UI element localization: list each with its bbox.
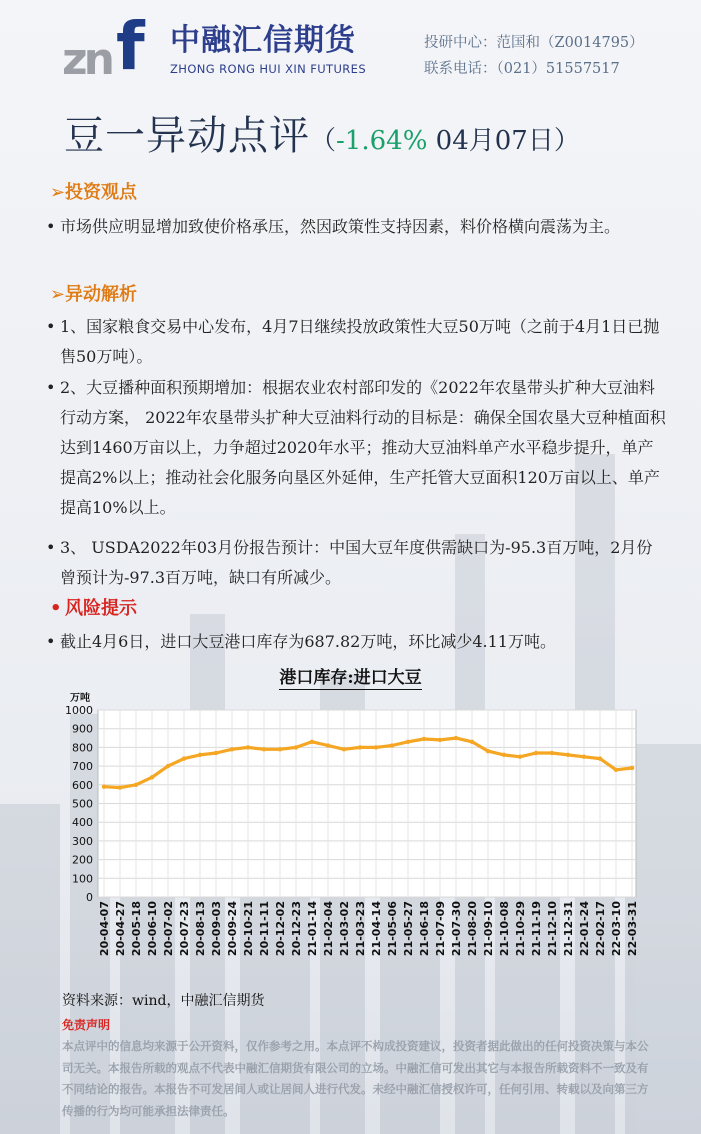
x-tick-label: 20-04-07 [98,901,111,957]
x-tick-label: 21-04-14 [370,901,383,957]
y-tick-label: 800 [72,741,93,755]
y-tick-label: 700 [72,760,93,774]
y-tick-label: 600 [72,778,93,792]
x-tick-label: 21-05-27 [402,901,415,957]
data-point [390,743,394,747]
disclaimer-title: 免责声明 [62,1018,111,1032]
data-point [230,747,234,751]
x-tick-label: 20-11-11 [258,901,271,957]
logo-english-name: ZHONG RONG HUI XIN FUTURES [170,62,367,76]
data-point [182,756,186,760]
data-point [326,743,330,747]
arrow-icon: ➢ [50,284,66,305]
list-item [46,312,666,372]
arrow-icon: ➢ [50,182,66,203]
y-tick-label: 300 [72,834,93,848]
data-point [502,753,506,757]
data-point [566,753,570,757]
disclaimer-text: 本点评中的信息均来源于公开资料，仅作参考之用。本点评不构成投资建议，投资者据此做出的任何投资决策与本公司无关。本报告所载的观点不代表中融汇信期货有限公司的立场。中融汇信可发出其它与本报告所载资料不一致及有不同结论的报告。本报告不可发居间人或让居间人进行代发。未经中融汇信授权许可，任何引用、转载以及向第三方传播的行为均可能承担法律责任。 [62,1039,649,1118]
section-heading-view: ➢投资观点 [50,182,137,203]
list-item [46,373,666,523]
x-tick-label: 20-07-02 [162,901,175,957]
chart-title: 港口库存:进口大豆 [279,668,422,688]
data-point [598,756,602,760]
x-tick-label: 21-12-10 [546,901,559,957]
list-item [46,627,666,657]
bullet-icon: • [46,538,56,557]
logo-chinese-name: 中融汇信期货 [170,23,356,58]
analysis-1-text: 1、国家粮食交易中心发布，4月7日继续投放政策性大豆50万吨（之前于4月1日已抛售50万吨）。 [60,317,660,366]
title-paren-close: ） [553,126,580,156]
risk-text: 截止4月6日，进口大豆港口库存为687.82万吨，环比减少4.11万吨。 [60,632,556,651]
title-date: 04月07日 [427,126,554,156]
data-point [454,736,458,740]
y-tick-label: 200 [72,853,93,867]
x-tick-label: 21-03-23 [354,901,367,957]
page-title [64,113,580,159]
x-tick-label: 20-08-13 [194,901,207,957]
data-point [150,775,154,779]
data-point [118,785,122,789]
company-logo: zn f [62,8,145,85]
x-tick-label: 20-07-23 [178,901,191,957]
data-point [582,755,586,759]
bullet-icon: • [46,378,56,397]
data-point [470,740,474,744]
section-heading-risk: • 风险提示 [50,598,137,619]
x-tick-label: 21-09-10 [482,901,495,957]
price-change: -1.64% [336,126,428,156]
data-point [166,764,170,768]
x-tick-label: 21-10-29 [514,901,527,957]
y-tick-label: 1000 [65,704,93,717]
analysis-3-text: 3、 USDA2022年03月份报告预计：中国大豆年度供需缺口为-95.3百万吨，2月份曾预计为-97.3百万吨，缺口有所减少。 [60,538,653,587]
x-tick-label: 21-01-14 [306,901,319,957]
data-point [262,747,266,751]
data-point [358,745,362,749]
title-main: 豆一异动点评 [64,113,310,159]
x-tick-label: 20-09-03 [210,901,223,957]
y-axis-label: 万吨 [70,693,90,704]
data-point [614,768,618,772]
x-tick-label: 22-02-17 [594,901,607,957]
x-tick-label: 20-12-23 [290,901,303,957]
section-heading-analysis: ➢异动解析 [50,284,137,305]
inventory-line-chart [60,686,650,986]
data-point [134,783,138,787]
list-item [46,212,666,242]
data-point [422,737,426,741]
x-tick-label: 21-12-31 [562,901,575,957]
bullet-icon: • [46,317,56,336]
x-tick-label: 22-03-31 [626,901,639,957]
data-point [534,751,538,755]
data-point [374,745,378,749]
x-tick-label: 21-11-19 [530,901,543,957]
data-point [198,753,202,757]
data-point [102,784,106,788]
x-tick-label: 21-10-08 [498,901,511,957]
x-tick-label: 20-09-24 [226,901,239,957]
title-paren-open: （ [310,126,337,156]
header [0,0,701,100]
y-tick-label: 0 [86,891,93,904]
x-tick-label: 21-06-18 [418,901,431,957]
data-point [550,751,554,755]
data-point [278,747,282,751]
x-tick-label: 20-06-10 [146,901,159,957]
x-tick-label: 20-12-02 [274,901,287,957]
data-source: 资料来源：wind，中融汇信期货 [62,993,265,1009]
y-tick-label: 900 [72,722,93,736]
contact-researcher: 投研中心：范国和（Z0014795） [424,35,644,51]
x-tick-label: 21-05-06 [386,901,399,957]
x-tick-label: 20-10-21 [242,901,255,957]
x-tick-label: 21-07-09 [434,901,447,957]
view-text: 市场供应明显增加致使价格承压，然因政策性支持因素，料价格横向震荡为主。 [60,217,621,236]
data-point [310,740,314,744]
data-point [630,766,634,770]
analysis-2-text: 2、大豆播种面积预期增加：根据农业农村部印发的《2022年农垦带头扩种大豆油料行动方案， 2022年农垦带头扩种大豆油料行动的目标是：确保全国农垦大豆种植面积达到1460万亩以上，力争超过2020年水平；推动大豆油料单产水平稳步提升，单产提高2%以上；推动社会化服务向垦区外延伸，生产托管大豆面积120万亩以上、单产提高10%以上。 [60,378,666,517]
contact-phone: 联系电话：（021）51557517 [424,61,620,77]
x-tick-label: 22-03-10 [610,901,623,957]
data-point [294,745,298,749]
data-point [486,749,490,753]
x-tick-label: 20-04-27 [114,901,127,957]
x-tick-label: 21-07-30 [450,901,463,957]
data-point [438,738,442,742]
data-point [406,740,410,744]
x-tick-label: 22-01-24 [578,901,591,957]
data-point [246,745,250,749]
bullet-icon: • [46,217,56,236]
x-tick-label: 21-08-20 [466,901,479,957]
data-point [342,747,346,751]
x-tick-label: 21-02-04 [322,901,335,957]
bullet-icon: • [46,632,56,651]
y-tick-label: 100 [72,872,93,886]
data-point [518,755,522,759]
bullet-icon: • [50,598,62,619]
x-tick-label: 21-03-02 [338,901,351,957]
y-tick-label: 400 [72,816,93,830]
list-item [46,533,666,593]
x-tick-label: 20-05-18 [130,901,143,957]
data-point [214,751,218,755]
y-tick-label: 500 [72,797,93,811]
